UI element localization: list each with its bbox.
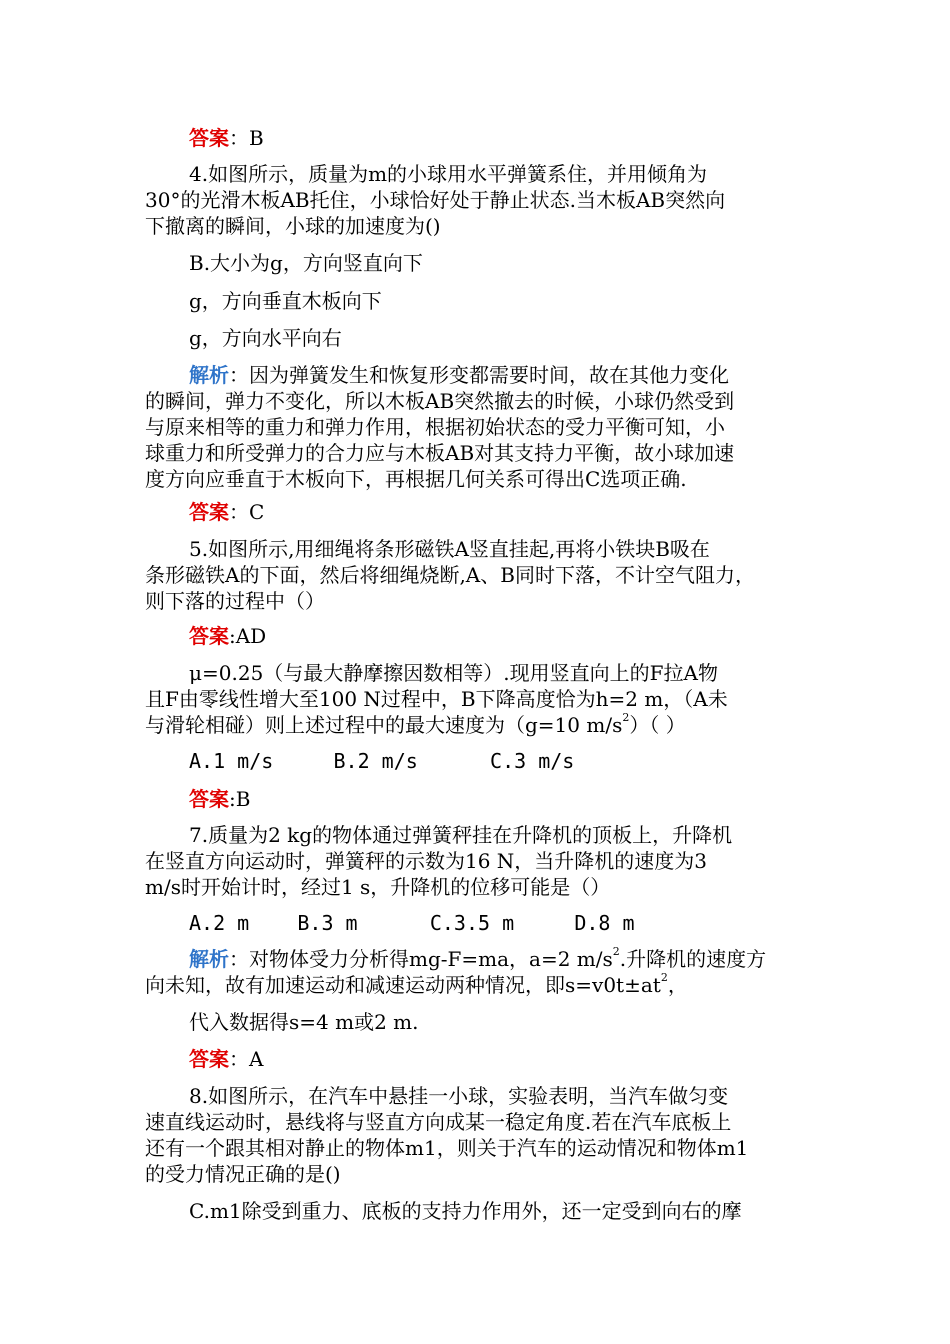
answer-label: 答案 (189, 126, 229, 150)
answer-label: 答案 (189, 500, 229, 524)
q4-option-d: g，方向水平向右 (189, 326, 342, 350)
q6-line-2: 且F由零线性增大至100 N过程中，B下降高度恰为h=2 m，（A未 (145, 687, 728, 711)
q7-line-1: 7.质量为2 kg的物体通过弹簧秤挂在升降机的顶板上，升降机 (189, 823, 733, 847)
q4-analysis-line-1: 解析：因为弹簧发生和恢复形变都需要时间，故在其他力变化 (189, 363, 729, 387)
q5-line-1: 5.如图所示,用细绳将条形磁铁A竖直挂起,再将小铁块B吸在 (189, 537, 710, 561)
analysis-label: 解析 (189, 363, 229, 387)
q7-analysis-line-3: 代入数据得s=4 m或2 m. (189, 1010, 419, 1034)
q4-line-1: 4.如图所示，质量为m的小球用水平弹簧系住，并用倾角为 (189, 162, 708, 186)
q5-answer-line: 答案:AD (189, 624, 267, 648)
q4-option-b: B.大小为g，方向竖直向下 (189, 251, 423, 275)
q8-line-3: 还有一个跟其相对静止的物体m1，则关于汽车的运动情况和物体m1 (145, 1136, 749, 1160)
q4-line-2: 30°的光滑木板AB托住，小球恰好处于静止状态.当木板AB突然向 (145, 188, 726, 212)
q4-analysis-line-5: 度方向应垂直于木板向下，再根据几何关系可得出C选项正确. (145, 467, 687, 491)
q8-option-c: C.m1除受到重力、底板的支持力作用外，还一定受到向右的摩 (189, 1199, 742, 1223)
q8-line-2: 速直线运动时，悬线将与竖直方向成某一稳定角度.若在汽车底板上 (145, 1110, 732, 1134)
q4-analysis-line-4: 球重力和所受弹力的合力应与木板AB对其支持力平衡，故小球加速 (145, 441, 735, 465)
q4-analysis-line-3: 与原来相等的重力和弹力作用，根据初始状态的受力平衡可知，小 (145, 415, 725, 439)
q7-analysis-line-2: 向未知，故有加速运动和减速运动两种情况，即$s=v0t\pm at^2$， (145, 971, 688, 997)
q7-analysis-line-1: 解析：对物体受力分析得mg-F=ma，a=2 $m/s^2$.升降机的速度方 (189, 945, 767, 971)
q8-line-4: 的受力情况正确的是() (145, 1162, 341, 1186)
q5-line-3: 则下落的过程中（） (145, 589, 325, 613)
q6-answer-line: 答案:B (189, 787, 251, 811)
q5-line-2: 条形磁铁A的下面，然后将细绳烧断,A、B同时下落，不计空气阻力， (145, 563, 755, 587)
q3-answer-line: 答案：B (189, 126, 264, 150)
q4-answer-line: 答案：C (189, 500, 265, 524)
q6-line-3: 与滑轮相碰）则上述过程中的最大速度为（g=10 $m/s^2$）（ ） (145, 711, 686, 737)
q4-line-3: 下撤离的瞬间，小球的加速度为() (145, 214, 441, 238)
answer-label: 答案 (189, 1047, 229, 1071)
q7-options: A.2 m B.3 m C.3.5 m D.8 m (189, 911, 635, 935)
answer-label: 答案 (189, 787, 229, 811)
q7-answer-line: 答案：A (189, 1047, 264, 1071)
q6-line-1: μ=0.25（与最大静摩擦因数相等）.现用竖直向上的F拉A物 (189, 661, 718, 685)
q7-line-2: 在竖直方向运动时，弹簧秤的示数为16 N，当升降机的速度为3 (145, 849, 708, 873)
q8-line-1: 8.如图所示，在汽车中悬挂一小球，实验表明，当汽车做匀变 (189, 1084, 729, 1108)
q4-option-c: g，方向垂直木板向下 (189, 289, 382, 313)
analysis-label: 解析 (189, 947, 229, 971)
answer-label: 答案 (189, 624, 229, 648)
q4-analysis-line-2: 的瞬间，弹力不变化，所以木板AB突然撤去的时候，小球仍然受到 (145, 389, 735, 413)
q7-line-3: m/s时开始计时，经过1 s，升降机的位移可能是（） (145, 875, 611, 899)
q6-options: A.1 m/s B.2 m/s C.3 m/s (189, 749, 575, 773)
